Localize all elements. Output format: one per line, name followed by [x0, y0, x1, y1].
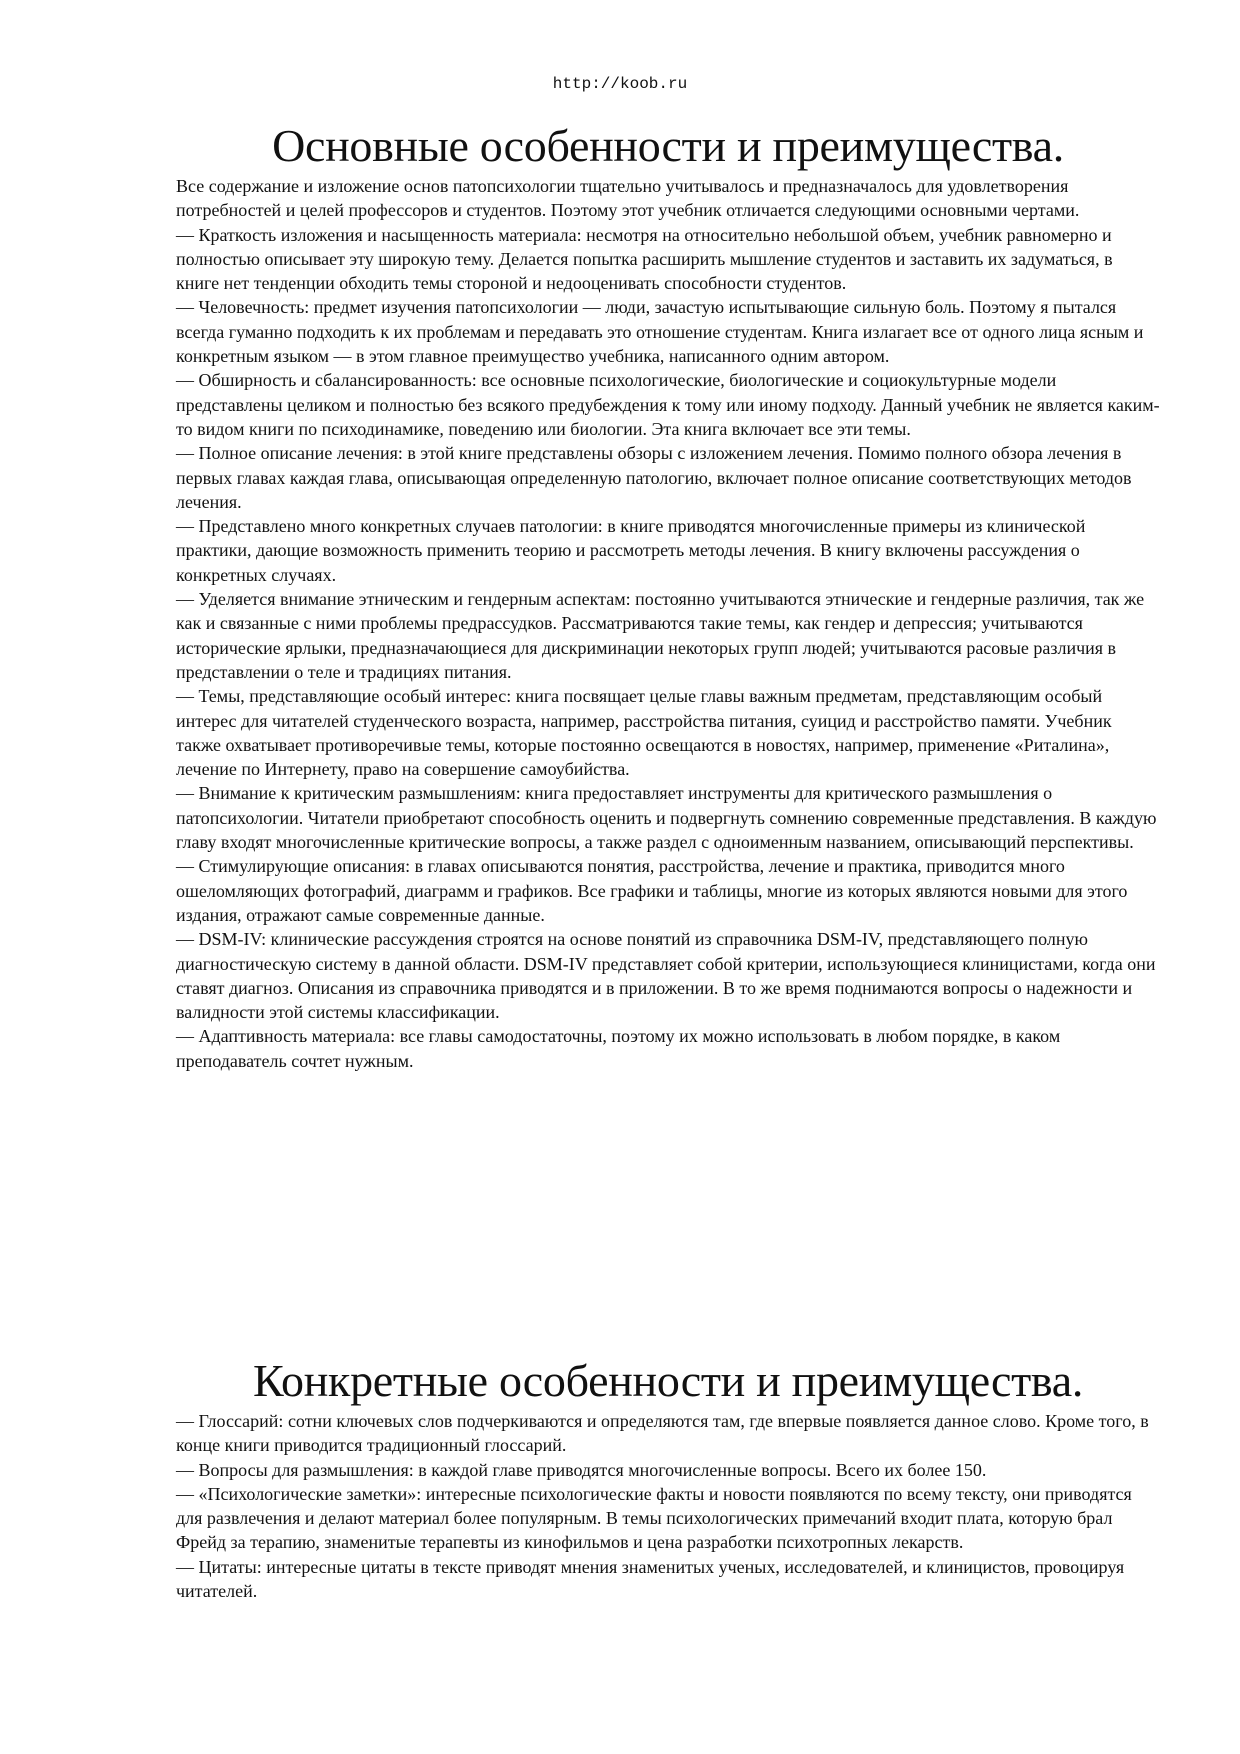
paragraph-glossary: — Глоссарий: сотни ключевых слов подчеркиваются и определяются там, где впервые появляется данное слово. Кроме того, в конце книги приводится традиционный глоссарий. [176, 1411, 1149, 1456]
paragraph-dsm-iv: — DSM-IV: клинические рассуждения строятся на основе понятий из справочника DSM-IV, представляющего полную диагностическую систему в данной области. DSM-IV представляет собой критерии, использующиеся клиницистами, когда они ставят диагноз. Описания из справочника приводятся и в приложении. В то же время поднимаются вопросы о надежности и валидности этой системы классификации. [176, 929, 1156, 1023]
paragraph-humanity: — Человечность: предмет изучения патопсихологии — люди, зачастую испытывающие сильную боль. Поэтому я пытался всегда гуманно подходить к их проблемам и передавать это отношение студентам. Книга излагает все от одного лица ясным и конкретным языком — в этом главное преимущество учебника, написанного одним автором. [176, 297, 1144, 367]
paragraph-treatment: — Полное описание лечения: в этой книге представлены обзоры с изложением лечения. Помимо полного обзора лечения в первых главах каждая глава, описывающая определенную патологию, включает полное описание соответствующих методов лечения. [176, 443, 1132, 512]
paragraph-breadth: — Обширность и сбалансированность: все основные психологические, биологические и социокультурные модели представлены целиком и полностью без всякого предубеждения к тому или иному подходу. Данный учебник не является каким-то видом книги по психодинамике, поведению или биологии. Эта книга включает все эти темы. [176, 370, 1160, 439]
paragraph-brevity: — Краткость изложения и насыщенность материала: несмотря на относительно небольшой объем, учебник равномерно и полностью описывает эту широкую тему. Делается попытка расширить мышление студентов и заставить их задуматься, в книге нет тенденции обходить темы стороной и недооценивать способности студентов. [176, 224, 1113, 294]
section-main-features [176, 118, 1160, 1073]
paragraph-questions: — Вопросы для размышления: в каждой главе приводятся многочисленные вопросы. Всего их более 150. [176, 1459, 987, 1480]
section-specific-features [176, 1353, 1160, 1603]
paragraph-quotes: — Цитаты: интересные цитаты в тексте приводят мнения знаменитых ученых, исследователей, и клиницистов, провоцируя читателей. [176, 1556, 1125, 1602]
paragraph-psych-notes: — «Психологические заметки»: интересные психологические факты и новости появляются по всему тексту, они приводятся для развлечения и делают материал более популярным. В темы психологических примечаний входит плата, которую брал Фрейд за терапию, знаменитые терапевты из кинофильмов и цена разработки психотропных лекарств. [176, 1483, 1132, 1553]
paragraph-adaptivity: — Адаптивность материала: все главы самодостаточны, поэтому их можно использовать в любом порядке, в каком преподаватель сочтет нужным. [176, 1026, 1061, 1071]
paragraph-critical-thinking: — Внимание к критическим размышлениям: книга предоставляет инструменты для критического размышления о патопсихологии. Читатели приобретают способность оценить и подвергнуть сомнению современные представления. В каждую главу входят многочисленные критические вопросы, а также раздел с одноименным названием, описывающий перспективы. [176, 783, 1157, 853]
section-title: Основные особенности и преимущества. [272, 120, 1064, 171]
header-url[interactable]: http://koob.ru [552, 75, 688, 93]
paragraph-special-topics: — Темы, представляющие особый интерес: книга посвящает целые главы важным предметам, представляющим особый интерес для читателей студенческого возраста, например, расстройства питания, суицид и расстройство памяти. Учебник также охватывает противоречивые темы, которые постоянно освещаются в новостях, например, применение «Риталина», лечение по Интернету, право на совершение самоубийства. [176, 686, 1112, 780]
section-title: Конкретные особенности и преимущества. [252, 1355, 1084, 1406]
paragraph-ethnic-gender: — Уделяется внимание этническим и гендерным аспектам: постоянно учитываются этнические и гендерные различия, так же как и связанные с ними проблемы предрассудков. Рассматриваются такие темы, как гендер и депрессия; учитываются исторические ярлыки, предназначающиеся для дискриминации некоторых групп людей; учитываются расовые различия в представлении о теле и традициях питания. [176, 589, 1145, 682]
paragraph-cases: — Представлено много конкретных случаев патологии: в книге приводятся многочисленные примеры из клинической практики, дающие возможность применить теорию и рассмотреть методы лечения. В книгу включены рассуждения о конкретных случаях. [176, 516, 1086, 585]
paragraph-stimulating: — Стимулирующие описания: в главах описываются понятия, расстройства, лечение и практика, приводится много ошеломляющих фотографий, диаграмм и графиков. Все графики и таблицы, многие из которых являются новыми для этого издания, отражают самые современные данные. [176, 856, 1128, 925]
paragraph-intro: Все содержание и изложение основ патопсихологии тщательно учитывалось и предназначалось для удовлетворения потребностей и целей профессоров и студентов. Поэтому этот учебник отличается следующими основными чертами. [176, 176, 1080, 221]
